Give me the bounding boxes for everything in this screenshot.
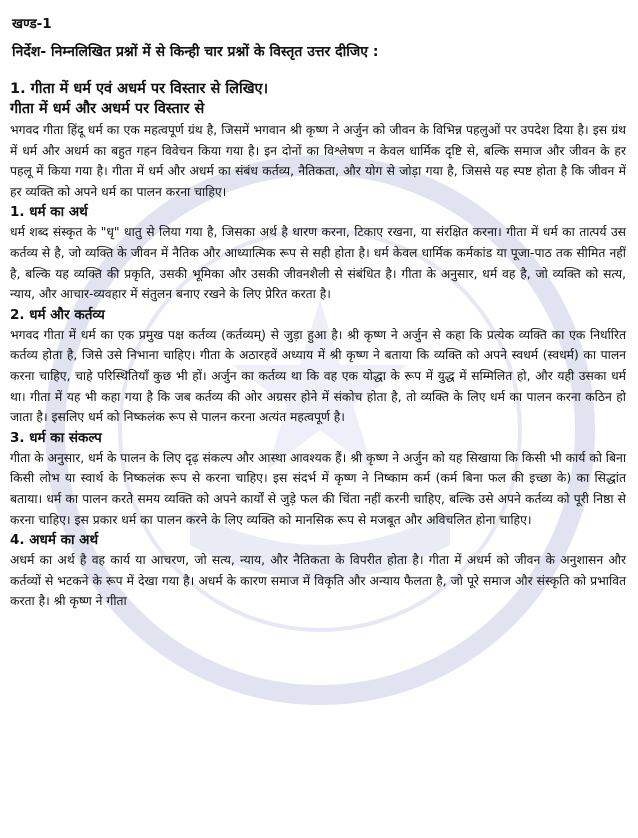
question-title: 1. गीता में धर्म एवं अधर्म पर विस्तार से लिखिए। (10, 81, 269, 97)
section-paragraph: भगवद गीता में धर्म का एक प्रमुख पक्ष कर्तव्य (कर्तव्यम्) से जुड़ा हुआ है। श्री कृष्ण ने अर्जुन से कहा कि प्रत्येक व्यक्ति का एक निर्धारित कर्तव्य होता है, जिसे उसे निभाना चाहिए। गीता के अठारहवें अध्याय में श्री कृष्ण ने बताया कि व्यक्ति को अपने स्वधर्म (स्वधर्म) का पालन करना चाहिए, चाहे परिस्थितियाँ कुछ भी हों। अर्जुन का कर्तव्य था कि वह एक योद्धा के रूप में युद्ध में सम्मिलित हो, और यही उसका धर्म था। गीता में यह भी कहा गया है कि जब कर्तव्य की ओर अग्रसर होने में संकोच होता है, तो व्यक्ति के लिए धर्म का पालन करना कठिन हो जाता है। इसलिए धर्म को निष्कलंक रूप से पालन करना अत्यंत महत्वपूर्ण है। (10, 327, 626, 425)
instruction-text: निर्देश- निम्नलिखित प्रश्नों में से किन्ही चार प्रश्नों के विस्तृत उत्तर दीजिए : (12, 44, 379, 60)
intro-paragraph: भगवद गीता हिंदू धर्म का एक महत्वपूर्ण ग्रंथ है, जिसमें भगवान श्री कृष्ण ने अर्जुन को जीवन के विभिन्न पहलुओं पर उपदेश दिया है। इस ग्रंथ में धर्म और अधर्म का बहुत गहन विवेचन किया गया है। इन दोनों का विश्लेषण न केवल धार्मिक दृष्टि से, बल्कि समाज और जीवन के हर पहलू में किया गया है। गीता में धर्म और अधर्म का संबंध कर्तव्य, नैतिकता, और योग से जोड़ा गया है, जिससे यह स्पष्ट होता है कि जीवन में हर व्यक्ति को अपने धर्म का पालन करना चाहिए। (10, 123, 626, 199)
section-heading: 4. अधर्म का अर्थ (10, 532, 99, 549)
section-paragraph: अधर्म का अर्थ है वह कार्य या आचरण, जो सत्य, न्याय, और नैतिकता के विपरीत होता है। गीता में अधर्म को जीवन के अनुशासन और कर्तव्यों से भटकने के रूप में देखा गया है। अधर्म के कारण समाज में विकृति और अन्याय फैलता है, जो पूरे समाज और संस्कृति को प्रभावित करता है। श्री कृष्ण ने गीता (10, 553, 626, 609)
section-paragraph: गीता के अनुसार, धर्म के पालन के लिए दृढ़ संकल्प और आस्था आवश्यक हैं। श्री कृष्ण ने अर्जुन को यह सिखाया कि किसी भी कार्य को बिना किसी लोभ या स्वार्थ के निष्कलंक रूप से करना चाहिए। इस संदर्भ में कृष्ण ने निष्काम कर्म (कर्म बिना फल की इच्छा के) का सिद्धांत बताया। धर्म का पालन करते समय व्यक्ति को अपने कार्यों से जुड़े फल की चिंता नहीं करनी चाहिए, बल्कि उसे अपने कर्तव्य को पूरी निष्ठा से करना चाहिए। इस प्रकार धर्म का पालन करने के लिए व्यक्ति को मानसिक रूप से मजबूत और अविचलित होना चाहिए। (10, 450, 627, 527)
section-heading: 2. धर्म और कर्तव्य (10, 306, 105, 323)
section-heading: 3. धर्म का संकल्प (10, 429, 102, 446)
section-label: खण्ड-1 (12, 16, 52, 32)
section-paragraph: धर्म शब्द संस्कृत के "धृ" धातु से लिया गया है, जिसका अर्थ है धारण करना, टिकाए रखना, या संरक्षित करना। गीता में धर्म का तात्पर्य उस कर्तव्य से है, जो व्यक्ति के जीवन में नैतिक और आध्यात्मिक रूप से सही होता है। धर्म केवल धार्मिक कर्मकांड या पूजा-पाठ तक सीमित नहीं है, बल्कि यह व्यक्ति की प्रकृति, उसकी भूमिका और उसकी जीवनशैली से संबंधित है। गीता के अनुसार, धर्म वह है, जो व्यक्ति को सत्य, न्याय, और आचार-व्यवहार में संतुलन बनाए रखने के लिए प्रेरित करता है। (10, 225, 626, 302)
section-heading: 1. धर्म का अर्थ (10, 204, 88, 221)
question-subtitle: गीता में धर्म और अधर्म पर विस्तार से (10, 101, 205, 117)
